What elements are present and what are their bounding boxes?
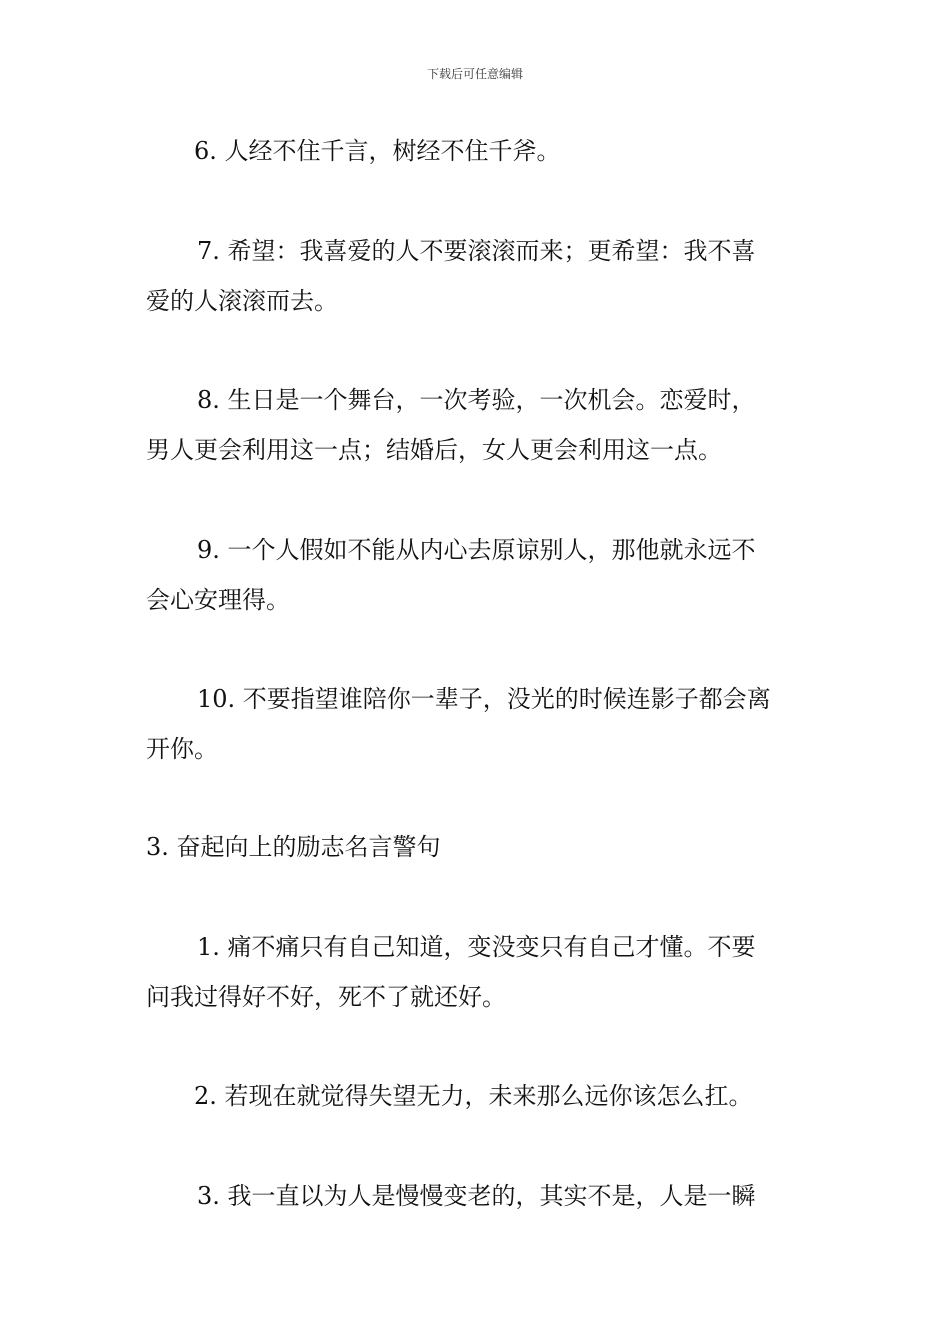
- paragraph-line: 8. 生日是一个舞台，一次考验，一次机会。恋爱时，: [197, 386, 756, 414]
- paragraph-line: 爱的人滚滚而去。: [146, 287, 338, 315]
- paragraph-line: 3. 我一直以为人是慢慢变老的，其实不是，人是一瞬: [197, 1182, 756, 1210]
- page-header: 下载后可任意编辑: [426, 67, 523, 81]
- section-heading: 3. 奋起向上的励志名言警句: [146, 833, 441, 861]
- paragraph-line: 2. 若现在就觉得失望无力，未来那么远你该怎么扛。: [194, 1082, 753, 1110]
- paragraph-line: 会心安理得。: [146, 586, 290, 614]
- paragraph-line: 10. 不要指望谁陪你一辈子，没光的时候连影子都会离: [197, 685, 771, 713]
- paragraph-line: 问我过得好不好，死不了就还好。: [146, 983, 506, 1011]
- paragraph-line: 6. 人经不住千言，树经不住千斧。: [194, 137, 561, 165]
- paragraph-line: 9. 一个人假如不能从内心去原谅别人，那他就永远不: [197, 536, 756, 564]
- paragraph-line: 1. 痛不痛只有自己知道，变没变只有自己才懂。不要: [197, 933, 756, 961]
- paragraph-line: 7. 希望：我喜爱的人不要滚滚而来；更希望：我不喜: [197, 237, 756, 265]
- paragraph-line: 开你。: [146, 735, 218, 763]
- paragraph-line: 男人更会利用这一点；结婚后，女人更会利用这一点。: [146, 436, 722, 464]
